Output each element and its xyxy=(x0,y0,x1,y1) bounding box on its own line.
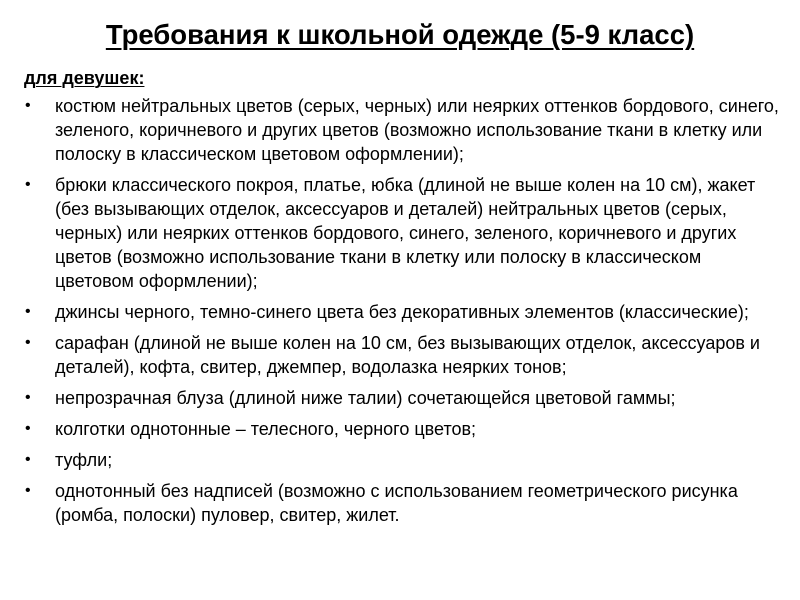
list-item xyxy=(24,331,784,379)
list-item xyxy=(24,448,784,472)
list-item-text: колготки однотонные – телесного, черного цветов; xyxy=(55,419,477,439)
slide-title xyxy=(0,15,800,55)
list-item-text: сарафан (длиной не выше колен на 10 см, без вызывающих отделок, аксессуаров и деталей), кофта, свитер, джемпер, водолазка неярких тонов; xyxy=(55,333,760,377)
list-item xyxy=(24,479,784,527)
slide-title-text: Требования к школьной одежде (5-9 класс) xyxy=(105,19,695,50)
bullet-icon: • xyxy=(25,176,31,193)
list-item-text: брюки классического покроя, платье, юбка (длиной не выше колен на 10 см), жакет (без вызывающих отделок, аксессуаров и деталей) нейтральных цветов (серых, черных) или неярких оттенков бордового, синего, зеленого, коричневого и других цветов (возможно использование ткани в клетку или полоску в классическом цветовом оформлении); xyxy=(55,175,756,291)
list-item-text: непрозрачная блуза (длиной ниже талии) сочетающейся цветовой гаммы; xyxy=(55,388,676,408)
bullet-icon: • xyxy=(25,482,31,499)
list-item xyxy=(24,94,784,166)
list-item-text: джинсы черного, темно-синего цвета без декоративных элементов (классические); xyxy=(55,302,749,322)
bullet-icon: • xyxy=(25,389,31,406)
section-subheading: для девушек: xyxy=(24,68,145,88)
list-item-text: туфли; xyxy=(55,450,113,470)
bullet-icon: • xyxy=(25,334,31,351)
bullet-icon: • xyxy=(25,303,31,320)
list-item xyxy=(24,386,784,410)
bullet-icon: • xyxy=(25,97,31,114)
list-item xyxy=(24,300,784,324)
bullet-icon: • xyxy=(25,451,31,468)
bullet-icon: • xyxy=(25,420,31,437)
list-item xyxy=(24,173,784,293)
list-item-text: однотонный без надписей (возможно с использованием геометрического рисунка (ромба, полоски) пуловер, свитер, жилет. xyxy=(55,481,738,525)
requirements-list xyxy=(24,94,784,534)
list-item-text: костюм нейтральных цветов (серых, черных) или неярких оттенков бордового, синего, зеленого, коричневого и других цветов (возможно использование ткани в клетку или полоску в классическом цветовом оформлении); xyxy=(55,96,779,164)
list-item xyxy=(24,417,784,441)
